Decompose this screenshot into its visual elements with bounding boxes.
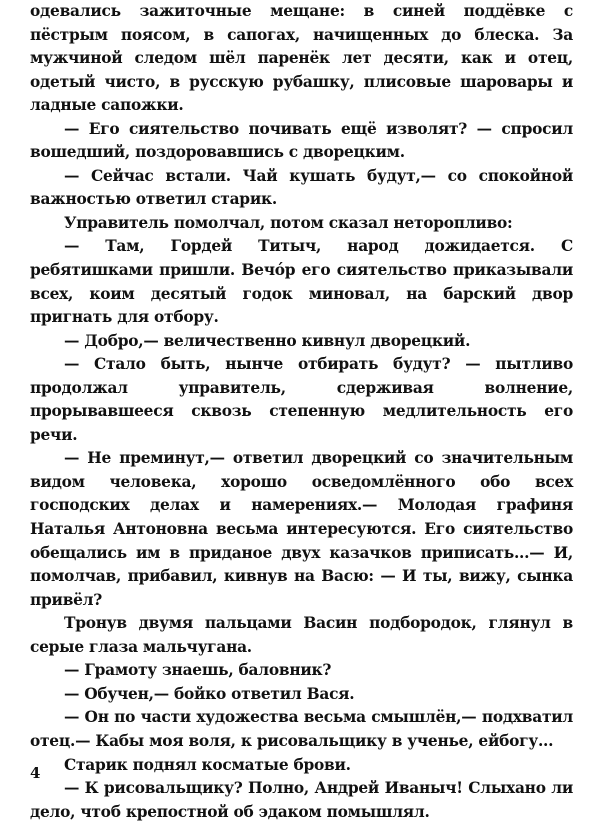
paragraph: одевались зажиточные мещане: в синей поддёвке с пёстрым поясом, в сапогах, начищенных до блеска. За мужчиной следом шёл паренёк лет десяти, как и отец, одетый чисто, в русскую рубашку, плисовые шаровары и ладные сапожки. [30, 2, 573, 115]
paragraph: — К рисовальщику? Полно, Андрей Иваныч! Слыхано ли дело, чтоб крепостной об эдаком помышлял. [30, 779, 573, 821]
paragraph: Тронув двумя пальцами Васин подбородок, глянул в серые глаза мальчугана. [30, 614, 573, 656]
page-text [30, 0, 573, 824]
paragraph: Управитель помолчал, потом сказал неторопливо: [64, 213, 513, 232]
paragraph: — Сейчас встали. Чай кушать будут,— со спокойной важностью ответил старик. [30, 166, 573, 209]
page-number: 4 [30, 764, 41, 782]
paragraph: Старик поднял косматые брови. [64, 755, 351, 774]
paragraph: — Не преминут,— ответил дворецкий со значительным видом человека, хорошо осведомлённого обо всех господских делах и намерениях.— Молодая графиня Наталья Антоновна весьма интересуются. Его сиятельство обещались им в приданое двух казачков приписать...— И, помолчав, прибавил, кивнув на Васю: — И ты, вижу, сынка привёл? [30, 449, 573, 609]
paragraph: — Добро,— величественно кивнул дворецкий. [64, 331, 471, 350]
paragraph: — Грамоту знаешь, баловник? [64, 661, 332, 680]
paragraph: — Его сиятельство почивать ещё изволят? — спросил вошедший, поздоровавшись с дворецким. [30, 119, 573, 162]
paragraph: — Стало быть, нынче отбирать будут? — пытливо продолжал управитель, сдерживая волнение, прорывавшееся сквозь степенную медлительность его речи. [30, 355, 573, 444]
paragraph: — Там, Гордей Титыч, народ дожидается. С ребятишками пришли. Вечóр его сиятельство приказывали всех, коим десятый годок миновал, на барский двор пригнать для отбору. [30, 237, 573, 327]
paragraph: — Обучен,— бойко ответил Вася. [64, 684, 355, 703]
paragraph: — Он по части художества весьма смышлён,— подхватил отец.— Кабы моя воля, к рисовальщику в ученье, ейбогу... [30, 708, 573, 750]
